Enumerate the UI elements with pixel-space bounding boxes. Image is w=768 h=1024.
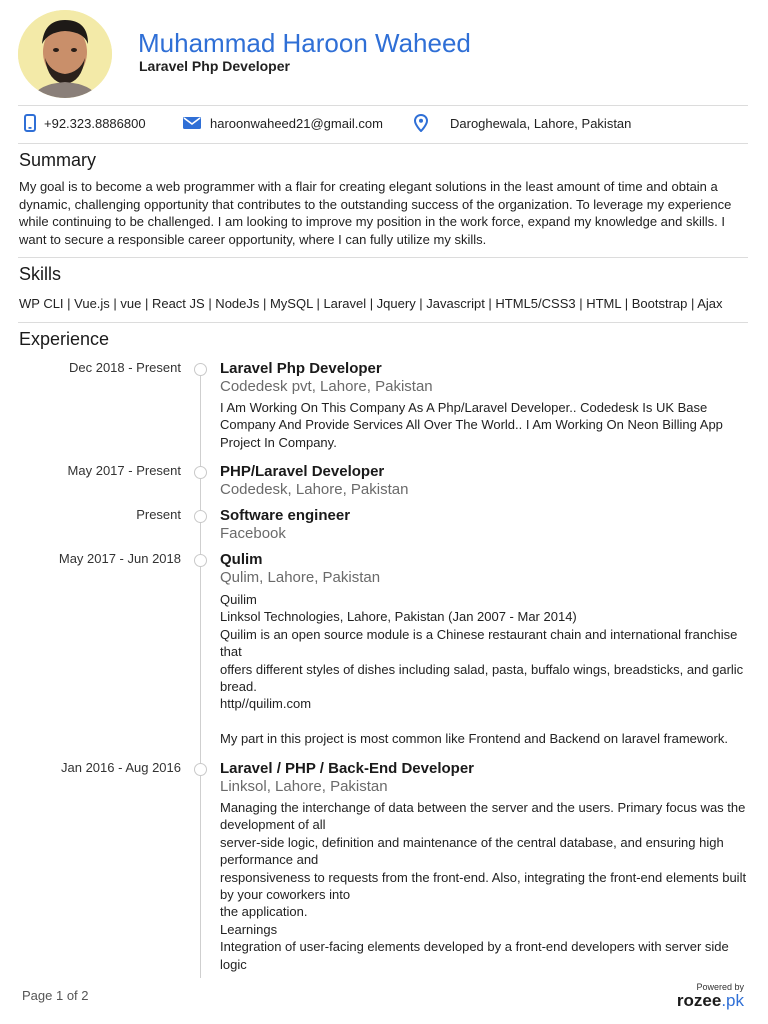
envelope-icon bbox=[183, 116, 201, 130]
description-line: responsiveness to requests from the front-end. Also, integrating the front-end elements built by your coworkers into bbox=[220, 869, 747, 903]
timeline-dot bbox=[194, 510, 207, 523]
divider bbox=[18, 143, 748, 144]
description-line: Linksol Technologies, Lahore, Pakistan (Jan 2007 - Mar 2014) bbox=[220, 609, 577, 625]
description-line: Integration of user-facing elements developed by a front-end developers with server side logic bbox=[220, 939, 729, 972]
entry-title: Laravel / PHP / Back-End Developer bbox=[220, 760, 474, 777]
entry-date: May 2017 - Present bbox=[67, 463, 181, 478]
description-line: Learnings bbox=[220, 921, 278, 937]
entry-date: Dec 2018 - Present bbox=[68, 360, 181, 375]
entry-company: Codedesk, Lahore, Pakistan bbox=[220, 481, 409, 498]
entry-company: Linksol, Lahore, Pakistan bbox=[220, 778, 388, 795]
description-line: I Am Working On This Company As A Php/Laravel Developer.. Codedesk Is UK Base Company And Provide Services All Over The World.. I Am Working On Neon Billing App Project In Company. bbox=[220, 400, 723, 450]
summary-text: My goal is to become a web programmer with a flair for creating elegant solutions in the least amount of time and obtain a dynamic, challenging opportunity that contributes to the outstanding success of the organization. To leverage my experience while continuing to be challenged. I am looking to improve my position in the work force, expand my knowledge and skills. I want to secure a responsible career opportunity, where I can fully utilize my skills. bbox=[19, 179, 732, 247]
description-line: Managing the interchange of data between the server and the users. Primary focus was the development of all bbox=[220, 800, 746, 833]
description-line: the application. bbox=[220, 904, 308, 920]
divider bbox=[18, 105, 748, 106]
timeline-line bbox=[200, 368, 201, 978]
divider bbox=[18, 322, 748, 323]
candidate-title: Laravel Php Developer bbox=[139, 58, 290, 74]
timeline-dot bbox=[194, 466, 207, 479]
entry-date: Present bbox=[136, 507, 181, 522]
description-line: Quilim is an open source module is a Chinese restaurant chain and international franchise that bbox=[220, 626, 738, 660]
entry-date: May 2017 - Jun 2018 bbox=[58, 551, 181, 566]
description-line: offers different styles of dishes including salad, pasta, buffalo wings, breadsticks, and garlic bread. bbox=[220, 661, 744, 695]
brand-name: rozee bbox=[676, 991, 722, 1010]
entry-company: Qulim, Lahore, Pakistan bbox=[220, 569, 381, 586]
experience-heading: Experience bbox=[19, 329, 110, 349]
skills-list: WP CLI | Vue.js | vue | React JS | NodeJs | MySQL | Laravel | Jquery | Javascript | HTML5/CSS3 | HTML | Bootstrap | Ajax bbox=[19, 296, 723, 311]
contact-email[interactable] bbox=[183, 111, 383, 135]
phone-icon bbox=[24, 114, 36, 132]
entry-company: Codedesk pvt, Lahore, Pakistan bbox=[220, 378, 433, 395]
timeline-dot bbox=[194, 763, 207, 776]
contact-phone[interactable] bbox=[24, 111, 146, 135]
description-line: server-side logic, definition and maintenance of the central database, and ensuring high performance and bbox=[220, 834, 724, 868]
description-line: My part in this project is most common like Frontend and Backend on laravel framework. bbox=[220, 731, 728, 747]
entry-title: Laravel Php Developer bbox=[220, 360, 382, 377]
resume-header bbox=[18, 8, 758, 100]
timeline-dot bbox=[194, 363, 207, 376]
entry-date: Jan 2016 - Aug 2016 bbox=[61, 760, 181, 775]
candidate-name: Muhammad Haroon Waheed bbox=[138, 28, 471, 58]
timeline-dot bbox=[194, 554, 207, 567]
page-number: Page 1 of 2 bbox=[22, 988, 89, 1003]
profile-photo bbox=[18, 10, 112, 98]
entry-title: Software engineer bbox=[220, 507, 351, 524]
divider bbox=[18, 257, 748, 258]
description-line[interactable]: http//quilim.com bbox=[220, 696, 312, 712]
map-pin-icon bbox=[414, 114, 428, 132]
phone-number: +92.323.8886800 bbox=[44, 115, 146, 131]
entry-description bbox=[220, 591, 750, 748]
email-address: haroonwaheed21@gmail.com bbox=[210, 115, 383, 131]
entry-company: Facebook bbox=[220, 525, 286, 542]
rozee-logo bbox=[677, 992, 744, 1009]
brand-suffix: .pk bbox=[721, 991, 744, 1010]
powered-by-badge[interactable] bbox=[677, 982, 744, 1009]
entry-description bbox=[220, 799, 750, 973]
entry-title: PHP/Laravel Developer bbox=[220, 463, 385, 480]
summary-heading: Summary bbox=[19, 150, 97, 170]
entry-title: Qulim bbox=[220, 551, 263, 568]
contact-location bbox=[414, 111, 631, 135]
skills-heading: Skills bbox=[19, 264, 62, 284]
description-line bbox=[220, 713, 750, 730]
entry-description bbox=[220, 399, 750, 451]
powered-by-label: Powered by bbox=[696, 982, 744, 992]
location-text: Daroghewala, Lahore, Pakistan bbox=[450, 115, 632, 131]
description-line: Quilim bbox=[220, 592, 257, 607]
contact-bar bbox=[18, 111, 748, 135]
